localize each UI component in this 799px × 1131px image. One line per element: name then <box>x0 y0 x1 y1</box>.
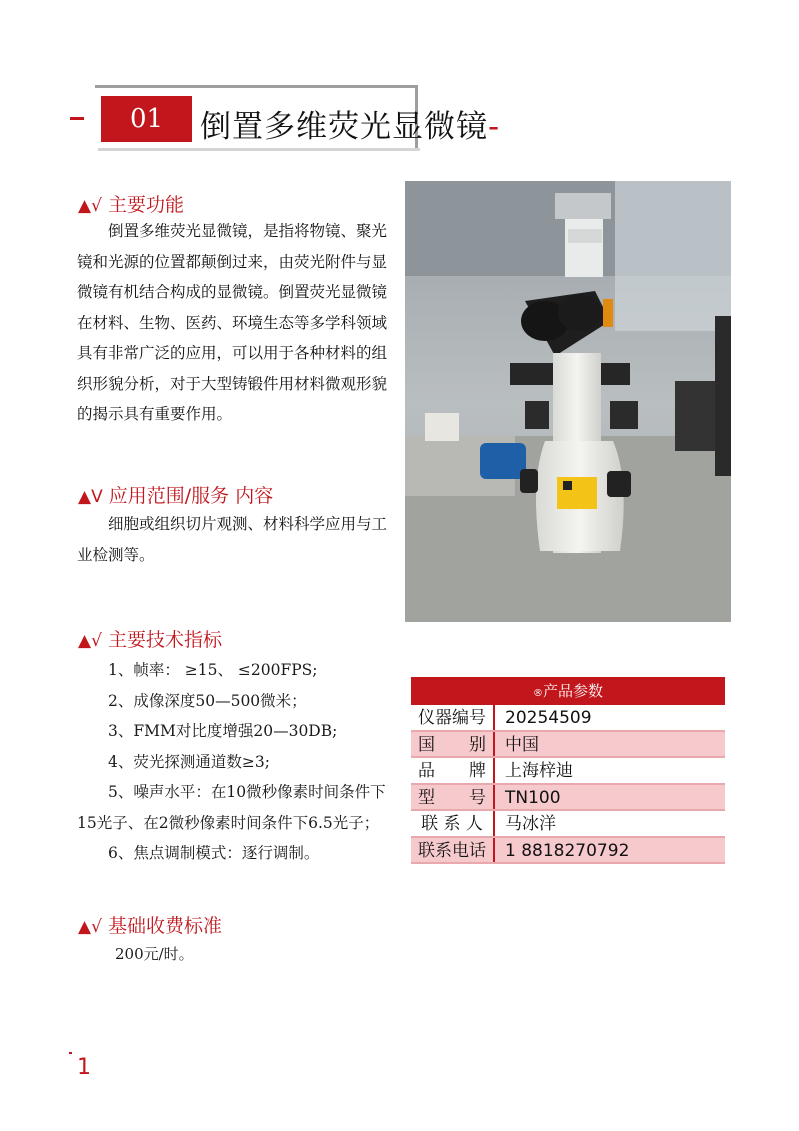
function-heading <box>78 190 184 217</box>
spec-item: 6、焦点调制模式：逐行调制。 <box>108 844 320 862</box>
scope-mark: ▲V <box>78 487 103 507</box>
params-value: TN100 <box>505 787 561 808</box>
function-heading-text: 主要功能 <box>107 194 184 216</box>
scope-heading-text: 应用范围/服务 内容 <box>108 485 274 507</box>
function-mark: ▲√ <box>78 196 102 216</box>
header-left-dash <box>70 117 84 120</box>
spec-item: 2、成像深度50—500微米； <box>108 691 307 710</box>
title-suffix: - <box>488 109 501 145</box>
page-tick <box>69 1052 72 1054</box>
params-table <box>411 677 725 864</box>
params-key: 型 号 <box>411 785 495 810</box>
fee-mark: ▲√ <box>78 917 102 937</box>
params-header-prefix: ® <box>532 688 543 699</box>
params-row <box>411 838 725 865</box>
params-key: 国 别 <box>411 732 495 757</box>
specs-heading <box>78 625 222 652</box>
params-value: 20254509 <box>505 708 592 728</box>
scope-text: 细胞或组织切片观测、材料科学应用与工业检测等。 <box>77 515 388 564</box>
params-row <box>411 758 725 785</box>
params-key: 品 牌 <box>411 758 495 783</box>
page-title <box>200 101 500 146</box>
params-row <box>411 732 725 759</box>
fee-text: 200元/时。 <box>115 945 194 963</box>
params-key: 联 系 人 <box>411 811 495 836</box>
spec-item: 4、荧光探测通道数≥3; <box>108 752 270 771</box>
params-value: 马冰洋 <box>505 814 556 834</box>
specs-mark: ▲√ <box>78 631 102 651</box>
function-text: 倒置多维荧光显微镜，是指将物镜、聚光镜和光源的位置都颠倒过来，由荧光附件与显微镜有机结合构成的显微镜。倒置荧光显微镜在材料、生物、医药、环境生态等多学科领域具有非常广泛的应用，可以用于各种材料的组织形貌分析，对于大型铸锻件用材料微观形貌的揭示具有重要作用。 <box>77 222 388 423</box>
specs-heading-text: 主要技术指标 <box>107 629 222 651</box>
params-key: 仪器编号 <box>411 705 495 730</box>
params-row <box>411 705 725 732</box>
spec-item: 3、FMM对比度增强20—30DB; <box>108 722 338 740</box>
specs-list <box>77 655 397 869</box>
params-key: 联系电话 <box>411 838 495 863</box>
page-title-text: 倒置多维荧光显微镜 <box>200 109 488 145</box>
page-number: 1 <box>77 1055 91 1080</box>
params-value: 中国 <box>505 734 539 755</box>
microscope-photo-icon <box>405 181 731 622</box>
title-frame-shadow <box>98 148 420 151</box>
fee-heading-text: 基础收费标准 <box>107 915 222 937</box>
spec-item: 1、帧率： ≥15、 ≤200FPS; <box>108 661 318 679</box>
params-value: 1 8818270792 <box>505 840 630 861</box>
scope-heading <box>78 481 273 508</box>
params-header-text: 产品参数 <box>542 682 603 700</box>
spec-item: 5、噪声水平：在10微秒像素时间条件下15光子、在2微秒像素时间条件下6.5光子； <box>77 783 386 832</box>
section-number: 01 <box>101 96 192 142</box>
params-row <box>411 785 725 812</box>
fee-heading <box>78 911 222 938</box>
params-row <box>411 811 725 838</box>
microscope-photo <box>405 181 731 622</box>
params-value: 上海梓迪 <box>505 761 573 781</box>
params-header <box>411 677 725 705</box>
